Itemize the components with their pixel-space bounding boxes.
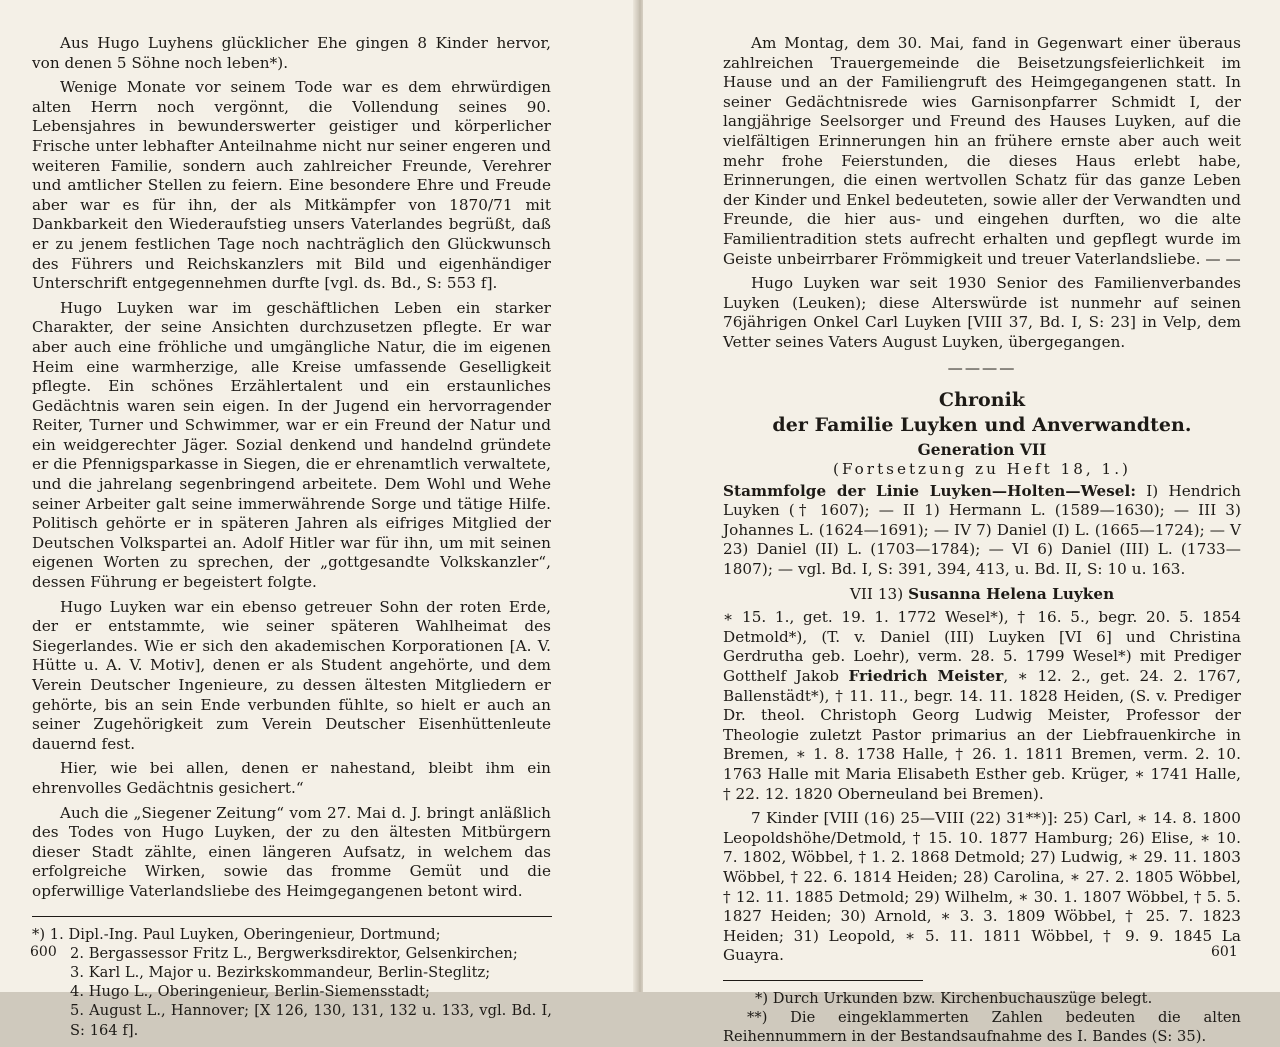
entry-number: VII 13) (849, 584, 909, 603)
generation-heading: Generation VII (917, 441, 1047, 460)
footnote: *) 1. Dipl.-Ing. Paul Luyken, Oberingenieur, Dortmund; (32, 925, 441, 943)
page-number: 600 (30, 944, 57, 960)
footnote: 3. Karl L., Major u. Bezirkskommandeur, Berlin-Steglitz; (70, 963, 491, 981)
stammfolge-label: Stammfolge der Linie Luyken—Holten—Wesel: (723, 481, 1136, 500)
section-divider: ———— (947, 358, 1017, 377)
page-number: 601 (1211, 944, 1238, 960)
paragraph: Hugo Luyken war ein ebenso getreuer Sohn der roten Erde, der er entstammte, wie seiner späteren Wahlheimat des Siegerlandes. Wie er sich den akademischen Korporationen [A. V. Hütte u. A. V. Motiv], denen er als Student angehörte, und dem Verein Deutscher Ingenieure, zu dessen ältesten Mitgliedern er gehörte, bis an sein Ende verbunden fühlte, so hielt er auch an seiner Zugehörigkeit zum Verein Deutscher Eisenhüttenleute dauernd fest. (32, 597, 551, 753)
footnote: 4. Hugo L., Oberingenieur, Berlin-Siemensstadt; (70, 983, 430, 1001)
paragraph: Hugo Luyken war im geschäftlichen Leben ein starker Charakter, der seine Ansichten durchzusetzen pflegte. Er war aber auch eine fröhliche und umgängliche Natur, die im eigenen Heim eine warmherzige, alle Kreise umfassende Geselligkeit pflegte. Ein schönes Erzählertalent und ein erstaunliches Gedächtnis waren sein eigen. In der Jugend ein hervorragender Reiter, Turner und Schwimmer, war er ein Freund der Natur und ein weidgerechter Jäger. Sozial denkend und handelnd gründete er die Pfennigsparkasse in Siegen, die er ehrenamtlich verwaltete, und die jahrelang segenbringend arbeitete. Dem Wohl und Wehe seiner Arbeiter galt seine immerwährende Sorge und tätige Hilfe. Politisch gehörte er in späteren Jahren als eifriges Mitglied der Deutschen Volkspartei an. Adolf Hitler war für ihn, um mit seinen eigenen Worten zu sprechen, der „gottgesandte Volkskanzler“, dessen Führung er begeistert folgte. (32, 298, 551, 592)
chronicle-title: Chronik (938, 389, 1026, 412)
chronicle-subtitle: der Familie Luyken und Anverwandten. (772, 414, 1192, 437)
paragraph: Auch die „Siegener Zeitung“ vom 27. Mai d. J. bringt anläßlich des Todes von Hugo Luyken, der zu den ältesten Mitbürgern dieser Stadt zählte, einen längeren Aufsatz, in welchem das erfolgreiche Wirken, sowie das fromme Gemüt und die opferwillige Vaterlandsliebe des Heimgegangenen betont wird. (32, 803, 551, 900)
children-paragraph: 7 Kinder [VIII (16) 25—VIII (22) 31**)]: 25) Carl, ∗ 14. 8. 1800 Leopoldshöhe/Detmold, † 15. 10. 1877 Hamburg; 26) Elise, ∗ 10. 7. 1802, Wöbbel, † 1. 2. 1868 Detmold; 27) Ludwig, ∗ 29. 11. 1803 Wöbbel, † 22. 6. 1814 Heiden; 28) Carolina, ∗ 27. 2. 1805 Wöbbel, † 12. 11. 1885 Detmold; 29) Wilhelm, ∗ 30. 1. 1807 Wöbbel, † 5. 5. 1827 Heiden; 30) Arnold, ∗ 3. 3. 1809 Wöbbel, † 25. 7. 1823 Heiden; 31) Leopold, ∗ 5. 11. 1811 Wöbbel, † 9. 9. 1845 La Guayra. (723, 809, 1241, 965)
footnote-rule (723, 980, 923, 989)
left-text-column (32, 34, 551, 1040)
paragraph: Am Montag, dem 30. Mai, fand in Gegenwart einer überaus zahlreichen Trauergemeinde die Beisetzungsfeierlichkeit im Hause und an der Familiengruft des Heimgegangenen statt. In seiner Gedächtnisrede wies Garnisonpfarrer Schmidt I, der langjährige Seelsorger und Freund des Hauses Luyken, auf die vielfältigen Erinnerungen hin an frühere ernste aber auch weit mehr frohe Feierstunden, die dieses Haus erlebt habe, Erinnerungen, die einen wertvollen Schatz für das ganze Leben der Kinder und Enkel bedeuteten, sowie aller der Verwandten und Freunde, die hier aus- und eingehen durften, wo die alte Familientradition stets aufrecht erhalten und gepflegt wurde im Geiste unbeirrbarer Frömmigkeit und treuer Vaterlandsliebe. — — (723, 34, 1241, 268)
entry-heading (723, 585, 1241, 605)
footnote: *) Durch Urkunden bzw. Kirchenbuchauszüge belegt. (755, 989, 1153, 1007)
right-page (643, 0, 1280, 1046)
footnote: 5. August L., Hannover; [X 126, 130, 131, 132 u. 133, vgl. Bd. I, S: 164 f]. (70, 1002, 552, 1039)
paragraph: Aus Hugo Luyhens glücklicher Ehe gingen 8 Kinder hervor, von denen 5 Söhne noch leben*). (32, 34, 551, 72)
footnotes (32, 916, 552, 1040)
footnote: 2. Bergassessor Fritz L., Bergwerksdirektor, Gelsenkirchen; (70, 944, 518, 962)
spouse-name: Friedrich Meister (848, 667, 1004, 686)
continuation-note: (Fortsetzung zu Heft 18, 1.) (833, 460, 1131, 479)
left-page (0, 0, 637, 1039)
entry-name: Susanna Helena Luyken (908, 584, 1115, 603)
paragraph: Wenige Monate vor seinem Tode war es dem ehrwürdigen alten Herrn noch vergönnt, die Vollendung seines 90. Lebensjahres in bewunderswerter geistiger und körperlicher Frische unter lebhafter Anteilnahme nicht nur seiner engeren und weiteren Familie, sondern auch zahlreicher Freunde, Verehrer und amtlicher Stellen zu feiern. Eine besondere Ehre und Freude aber war es für ihn, der als Mitkämpfer von 1870/71 mit Dankbarkeit den Wiederaufstieg unsers Vaterlandes begrüßt, daß er zu jenem festlichen Tage noch nachträglich den Glückwunsch des Führers und Reichskanzlers mit Bild und eigenhändiger Unterschrift entgegennehmen durfte [vgl. ds. Bd., S: 553 f]. (32, 78, 551, 293)
entry-text: ∗ 15. 1., get. 19. 1. 1772 Wesel*), † 16. 5., begr. 20. 5. 1854 Detmold*), (T. v. Daniel (III) Luyken [VI 6] und Christina Gerdrutha geb. Loehr), verm. 28. 5. 1799 Wesel*) mit Prediger Gotthelf Jakob (723, 608, 1241, 686)
stammfolge-paragraph (723, 482, 1241, 580)
entry-paragraph (723, 608, 1241, 804)
footnote: **) Die eingeklammerten Zahlen bedeuten die alten Reihennummern in der Bestandsaufnahme des I. Bandes (S: 35). (723, 1009, 1241, 1046)
stammfolge-text: I) Hendrich Luyken († 1607); — II 1) Hermann L. (1589—1630); — III 3) Johannes L. (1624—1691); — IV 7) Daniel (I) L. (1665—1724); — V 23) Daniel (II) L. (1703—1784); — VI 6) Daniel (III) L. (1733—1807); — vgl. Bd. I, S: 391, 394, 413, u. Bd. II, S: 10 u. 163. (723, 481, 1241, 579)
paragraph: Hier, wie bei allen, denen er nahestand, bleibt ihm ein ehrenvolles Gedächtnis gesichert.“ (32, 759, 551, 797)
entry-text-continued: , ∗ 12. 2., get. 24. 2. 1767, Ballenstädt*), † 11. 11., begr. 14. 11. 1828 Heiden, (S. v. Prediger Dr. theol. Christoph Georg Ludwig Meister, Professor der Theologie zuletzt Pastor primarius an der Liebfrauenkirche in Bremen, ∗ 1. 8. 1738 Halle, † 26. 1. 1811 Bremen, verm. 2. 10. 1763 Halle mit Maria Elisabeth Esther geb. Krüger, ∗ 1741 Halle, † 22. 12. 1820 Oberneuland bei Bremen). (723, 667, 1241, 803)
paragraph: Hugo Luyken war seit 1930 Senior des Familienverbandes Luyken (Leuken); diese Alterswürde ist nunmehr auf seinen 76jährigen Onkel Carl Luyken [VIII 37, Bd. I, S: 23] in Velp, dem Vetter seines Vaters August Luyken, übergegangen. (723, 274, 1241, 351)
right-text-column (723, 34, 1241, 1047)
